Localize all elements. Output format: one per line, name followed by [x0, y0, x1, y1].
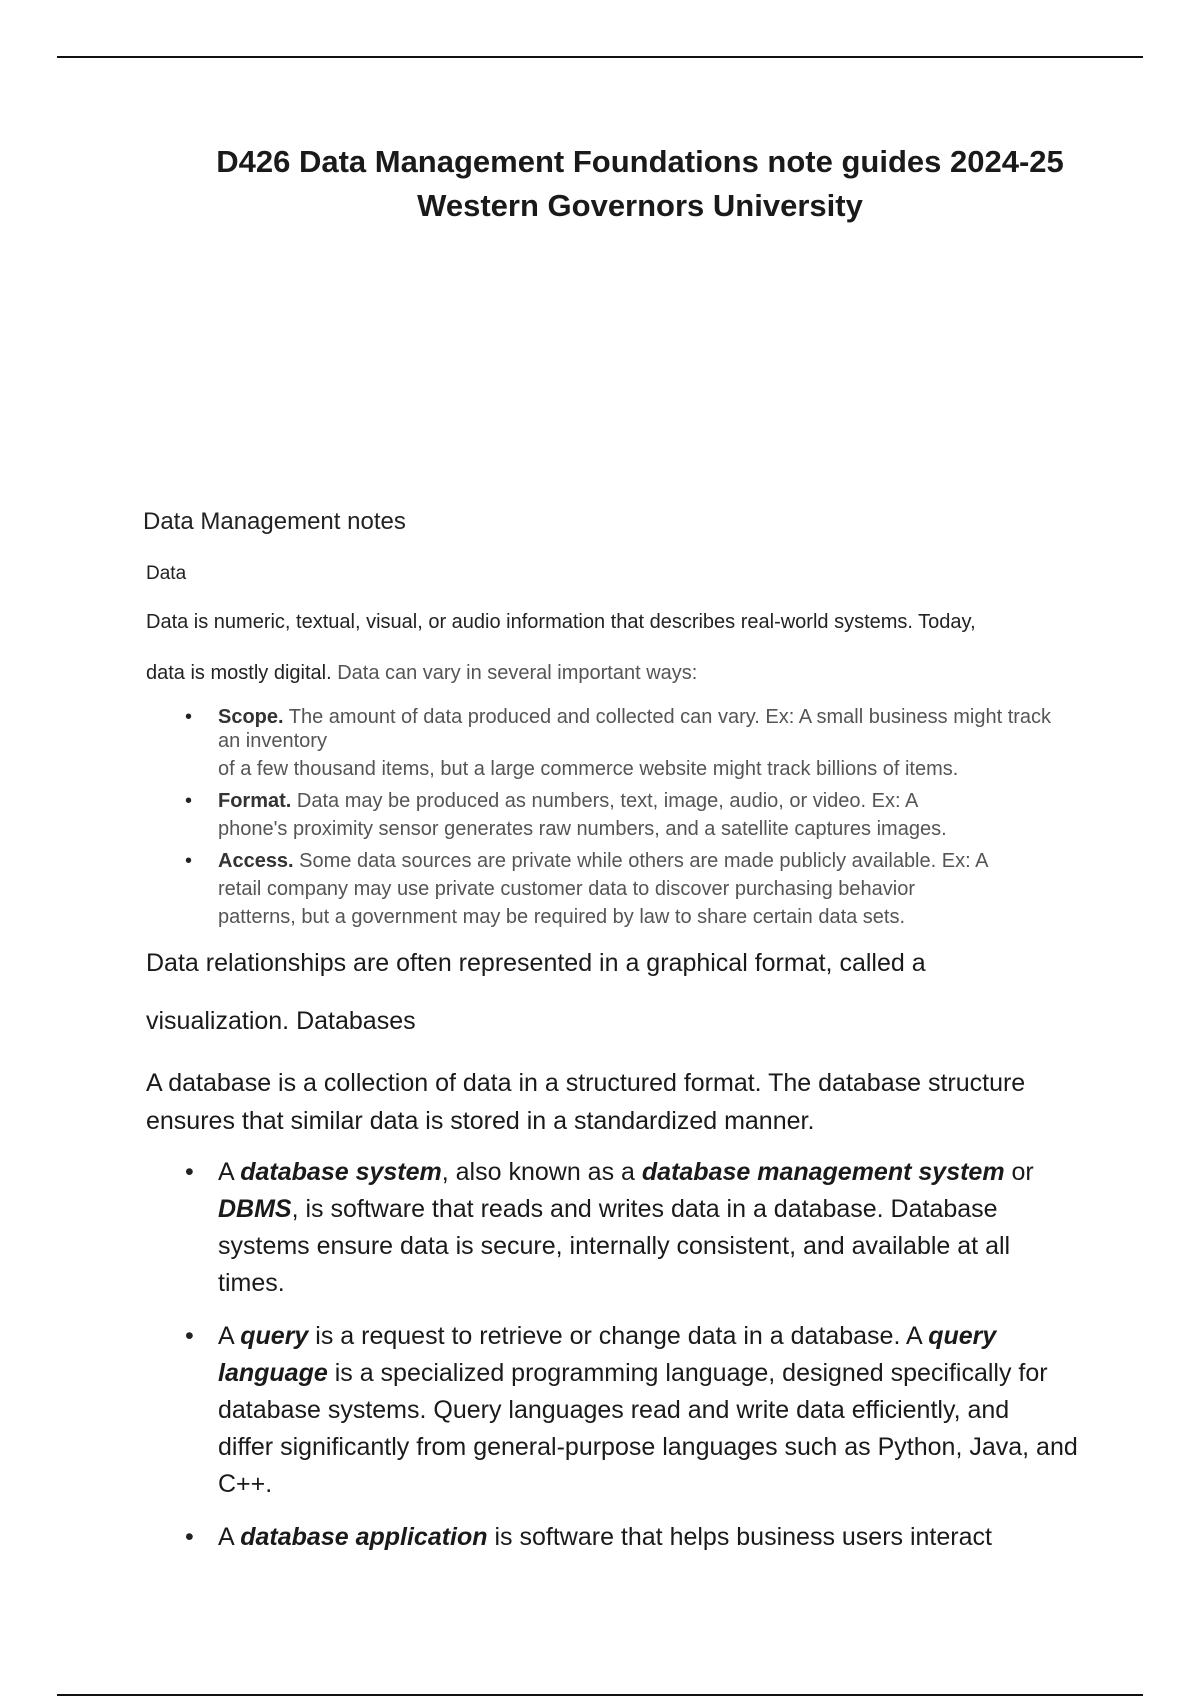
paragraph-text: Data can vary in several important ways: — [331, 662, 698, 684]
list-line — [218, 1154, 1125, 1191]
term: language — [218, 1359, 328, 1387]
bullet-icon: • — [185, 790, 193, 812]
term: DBMS — [218, 1195, 292, 1223]
term: query — [928, 1322, 997, 1350]
list-line: database systems. Query languages read and write data efficiently, and — [218, 1396, 1010, 1424]
list-line — [218, 849, 1145, 873]
database-terms-list — [185, 1154, 1125, 1572]
list-text: is a request to retrieve or change data in a database. A — [308, 1322, 929, 1350]
list-text: is a specialized programming language, designed specifically for — [327, 1359, 1048, 1387]
term: Format. — [218, 790, 292, 812]
term: Scope. — [218, 706, 284, 728]
list-item-database-system — [185, 1154, 1125, 1302]
list-line: phone's proximity sensor generates raw numbers, and a satellite captures images. — [218, 818, 947, 840]
bullet-icon: • — [185, 706, 193, 728]
list-text: Some data sources are private while others are made publicly available. Ex: A — [293, 850, 989, 872]
paragraph-line: A database is a collection of data in a structured format. The database structure — [146, 1069, 1026, 1097]
subheading: Data — [146, 563, 187, 584]
data-variation-list — [185, 705, 1145, 937]
paragraph-databases: visualization. Databases — [146, 1007, 416, 1035]
paragraph-text: data is mostly digital. — [146, 662, 332, 684]
list-line — [218, 1355, 1125, 1392]
paragraph-visualization: Data relationships are often represented in a graphical format, called a — [146, 949, 926, 977]
list-text: A — [218, 1158, 241, 1186]
list-line: differ significantly from general-purpose languages such as Python, Java, and — [218, 1433, 1078, 1461]
list-line: C++. — [218, 1470, 273, 1498]
list-text: , also known as a — [441, 1158, 642, 1186]
list-line — [218, 1519, 1125, 1556]
term: Access. — [218, 850, 294, 872]
list-line: times. — [218, 1269, 285, 1297]
title-line-1: D426 Data Management Foundations note guides 2024-25 — [216, 144, 1064, 179]
list-text: A — [218, 1523, 241, 1551]
bullet-icon: • — [185, 1158, 194, 1186]
list-text: , is software that reads and writes data in a database. Database — [291, 1195, 998, 1223]
bullet-icon: • — [185, 1523, 194, 1551]
bullet-icon: • — [185, 1322, 194, 1350]
list-item-query — [185, 1318, 1125, 1503]
list-line — [218, 789, 1145, 813]
list-line: an inventory — [218, 730, 327, 752]
paragraph-database-definition — [146, 1064, 1025, 1140]
list-text: The amount of data produced and collected can vary. Ex: A small business might track — [283, 706, 1052, 728]
list-line — [218, 705, 1145, 729]
list-item-database-application — [185, 1519, 1125, 1556]
list-item-scope — [185, 705, 1145, 781]
paragraph-line: ensures that similar data is stored in a standardized manner. — [146, 1107, 815, 1135]
section-heading: Data Management notes — [143, 508, 406, 535]
list-text: or — [1004, 1158, 1034, 1186]
list-line: systems ensure data is secure, internally consistent, and available at all — [218, 1232, 1011, 1260]
bullet-icon: • — [185, 850, 193, 872]
bottom-rule — [57, 1694, 1143, 1696]
document-title — [100, 140, 1180, 228]
list-line: retail company may use private customer data to discover purchasing behavior — [218, 878, 916, 900]
list-line: of a few thousand items, but a large commerce website might track billions of items. — [218, 758, 959, 780]
list-text: is software that helps business users interact — [487, 1523, 992, 1551]
list-line — [218, 1318, 1125, 1355]
title-line-2: Western Governors University — [417, 188, 863, 223]
list-text: Data may be produced as numbers, text, image, audio, or video. Ex: A — [291, 790, 919, 812]
term: database management system — [641, 1158, 1005, 1186]
list-item-access — [185, 849, 1145, 929]
term: database system — [240, 1158, 442, 1186]
list-line — [218, 1191, 1125, 1228]
paragraph-data-definition: Data is numeric, textual, visual, or audio information that describes real-world systems. Today, — [146, 611, 976, 633]
paragraph-data-digital — [146, 662, 697, 685]
list-line: patterns, but a government may be required by law to share certain data sets. — [218, 906, 906, 928]
top-rule — [57, 56, 1143, 58]
list-text: A — [218, 1322, 241, 1350]
term: database application — [240, 1523, 488, 1551]
term: query — [240, 1322, 309, 1350]
list-item-format — [185, 789, 1145, 841]
